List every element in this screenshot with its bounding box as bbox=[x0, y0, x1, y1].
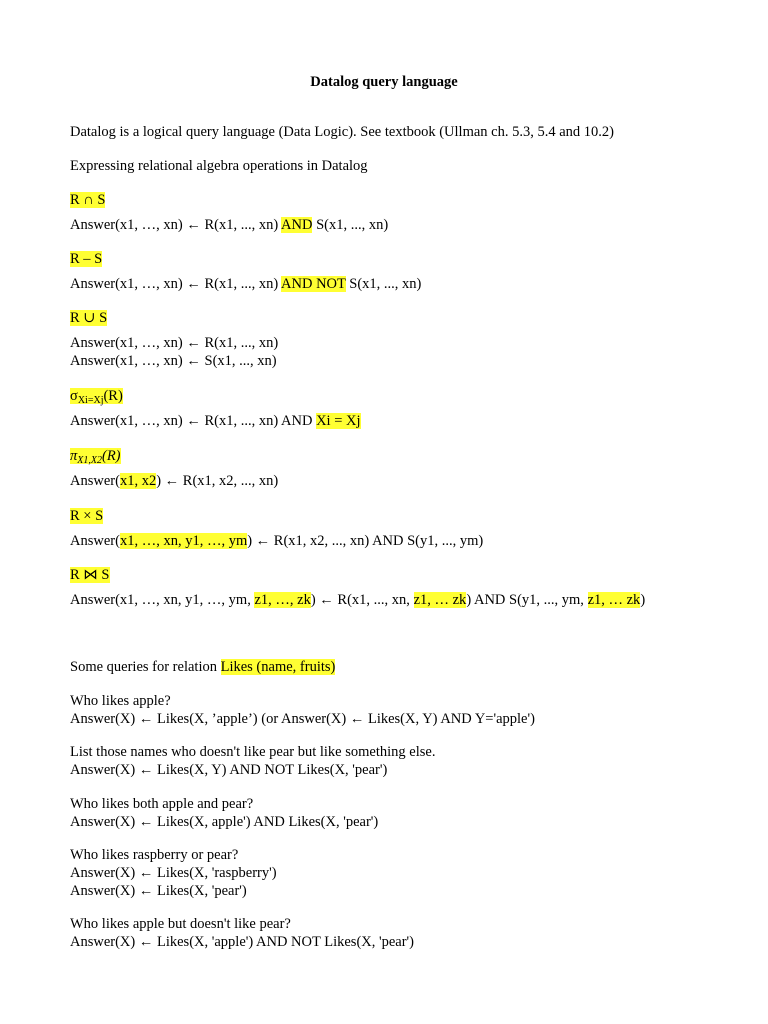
intro-paragraph: Datalog is a logical query language (Data Logic). See textbook (Ullman ch. 5.3, 5.4 and 10.2) bbox=[70, 124, 614, 140]
selection-rule bbox=[70, 412, 361, 430]
difference-label bbox=[70, 250, 102, 268]
selection-label bbox=[70, 387, 123, 407]
projection-label-text bbox=[70, 448, 121, 464]
pi-symbol: π bbox=[70, 448, 78, 464]
union-label-text: R ∪ S bbox=[70, 310, 108, 326]
union-rule-1: Answer(x1, …, xn) ← R(x1, ..., xn) bbox=[70, 335, 279, 351]
query-question: Who likes apple? bbox=[70, 693, 171, 709]
query-answer: Answer(X) ← Likes(X, 'apple') AND NOT Likes(X, 'pear') bbox=[70, 934, 414, 950]
query-answer: Answer(X) ← Likes(X, 'raspberry') bbox=[70, 865, 277, 881]
rule-highlight: x1, …, xn, y1, …, ym bbox=[119, 533, 248, 549]
rule-text: ) bbox=[640, 592, 646, 608]
rule-text: Answer( bbox=[70, 533, 120, 549]
intersection-label bbox=[70, 191, 105, 209]
projection-label bbox=[70, 447, 121, 467]
query-question: Who likes raspberry or pear? bbox=[70, 847, 239, 863]
join-rule bbox=[70, 591, 645, 609]
queries-intro bbox=[70, 658, 335, 676]
queries-intro-text: Some queries for relation bbox=[70, 659, 221, 675]
rule-highlight: z1, …, zk bbox=[254, 592, 311, 608]
rule-text: ) ← R(x1, x2, ..., xn) bbox=[156, 473, 279, 489]
rule-text: S(x1, ..., xn) bbox=[345, 276, 422, 292]
rule-text: S(x1, ..., xn) bbox=[312, 217, 389, 233]
projection-subscript: X1,X2 bbox=[77, 455, 102, 466]
rule-text: Answer( bbox=[70, 473, 120, 489]
projection-rule bbox=[70, 472, 278, 490]
rule-highlight: Xi = Xj bbox=[316, 413, 361, 429]
rule-text: Answer(x1, …, xn, y1, …, ym, bbox=[70, 592, 255, 608]
difference-label-text: R – S bbox=[70, 251, 103, 267]
join-label bbox=[70, 566, 110, 584]
rule-highlight: AND bbox=[281, 217, 313, 233]
rule-text: ) ← R(x1, x2, ..., xn) AND S(y1, ..., ym) bbox=[247, 533, 484, 549]
selection-subscript: Xi=Xj bbox=[77, 395, 104, 406]
rule-highlight: AND NOT bbox=[281, 276, 346, 292]
document-title: Datalog query language bbox=[310, 74, 458, 90]
query-question: List those names who doesn't like pear but like something else. bbox=[70, 744, 436, 760]
selection-argument: (R) bbox=[103, 388, 123, 404]
rule-text: Answer(x1, …, xn) ← R(x1, ..., xn) bbox=[70, 217, 282, 233]
rule-highlight: z1, … zk bbox=[413, 592, 467, 608]
query-answer: Answer(X) ← Likes(X, ’apple’) (or Answer(X) ← Likes(X, Y) AND Y='apple') bbox=[70, 711, 535, 727]
section-heading: Expressing relational algebra operations in Datalog bbox=[70, 158, 368, 174]
product-rule bbox=[70, 532, 483, 550]
rule-text: Answer(x1, …, xn) ← R(x1, ..., xn) AND bbox=[70, 413, 317, 429]
rule-text: Answer(x1, …, xn) ← R(x1, ..., xn) bbox=[70, 276, 282, 292]
rule-text: ) ← R(x1, ..., xn, bbox=[310, 592, 414, 608]
join-label-text: R ⋈ S bbox=[70, 567, 110, 583]
rule-highlight: x1, x2 bbox=[119, 473, 157, 489]
rule-highlight: z1, … zk bbox=[587, 592, 641, 608]
intersection-label-text: R ∩ S bbox=[70, 192, 106, 208]
query-answer: Answer(X) ← Likes(X, 'pear') bbox=[70, 883, 247, 899]
rule-text: ) AND S(y1, ..., ym, bbox=[466, 592, 588, 608]
sigma-symbol: σ bbox=[70, 388, 78, 404]
union-label bbox=[70, 309, 107, 327]
relation-schema-highlight: Likes (name, fruits) bbox=[220, 659, 336, 675]
product-label bbox=[70, 507, 103, 525]
query-question: Who likes both apple and pear? bbox=[70, 796, 254, 812]
query-answer: Answer(X) ← Likes(X, apple') AND Likes(X, 'pear') bbox=[70, 814, 379, 830]
union-rule-2: Answer(x1, …, xn) ← S(x1, ..., xn) bbox=[70, 353, 277, 369]
product-label-text: R × S bbox=[70, 508, 104, 524]
selection-label-text bbox=[70, 388, 123, 404]
difference-rule bbox=[70, 275, 421, 293]
query-question: Who likes apple but doesn't like pear? bbox=[70, 916, 291, 932]
intersection-rule bbox=[70, 216, 388, 234]
projection-argument: (R) bbox=[101, 448, 121, 464]
query-answer: Answer(X) ← Likes(X, Y) AND NOT Likes(X, 'pear') bbox=[70, 762, 388, 778]
